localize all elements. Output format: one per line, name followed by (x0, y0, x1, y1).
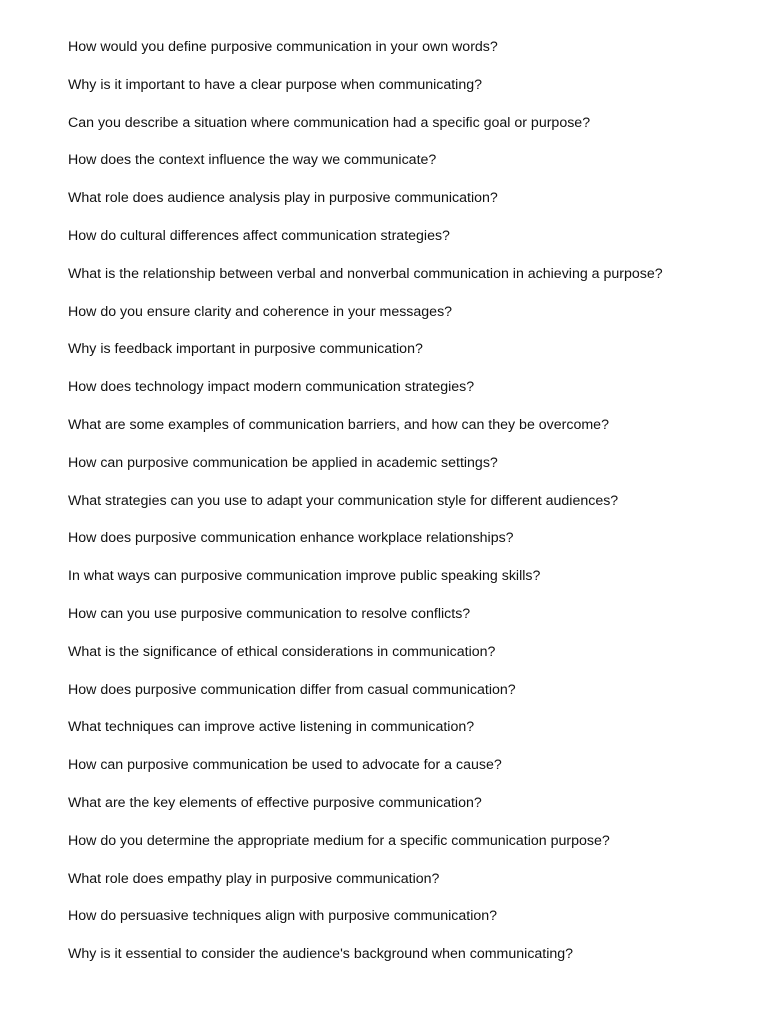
question-item: What are some examples of communication barriers, and how can they be overcome? (68, 416, 609, 433)
question-item: How does technology impact modern communication strategies? (68, 379, 475, 396)
question-item: How can purposive communication be applied in academic settings? (68, 454, 498, 471)
question-item: How do you ensure clarity and coherence in your messages? (68, 303, 453, 320)
question-item: Why is it essential to consider the audience's background when communicating? (68, 946, 574, 963)
question-item: What is the significance of ethical considerations in communication? (68, 643, 496, 660)
question-item: What role does audience analysis play in purposive communication? (68, 190, 498, 207)
question-item: How can you use purposive communication to resolve conflicts? (68, 605, 471, 622)
question-item: What strategies can you use to adapt your communication style for different audiences? (68, 492, 619, 509)
question-item: In what ways can purposive communication improve public speaking skills? (68, 568, 541, 585)
question-item: What are the key elements of effective purposive communication? (68, 794, 482, 811)
question-item: How does purposive communication differ from casual communication? (68, 681, 516, 698)
question-item: How does the context influence the way we communicate? (68, 152, 437, 169)
question-item: How can purposive communication be used to advocate for a cause? (68, 757, 502, 774)
question-item: What techniques can improve active listening in communication? (68, 719, 475, 736)
question-item: What role does empathy play in purposive communication? (68, 870, 440, 887)
question-item: How would you define purposive communication in your own words? (68, 39, 498, 55)
question-item: Why is feedback important in purposive communication? (68, 341, 423, 358)
question-item: Can you describe a situation where communication had a specific goal or purpose? (68, 114, 591, 131)
question-item: How do you determine the appropriate medium for a specific communication purpose? (68, 832, 610, 849)
question-item: What is the relationship between verbal and nonverbal communication in achieving a purpose? (68, 265, 663, 282)
question-item: How does purposive communication enhance workplace relationships? (68, 530, 514, 547)
question-item: How do cultural differences affect communication strategies? (68, 227, 450, 244)
question-item: Why is it important to have a clear purpose when communicating? (68, 76, 483, 93)
question-item: How do persuasive techniques align with purposive communication? (68, 908, 498, 925)
question-list (68, 38, 748, 983)
